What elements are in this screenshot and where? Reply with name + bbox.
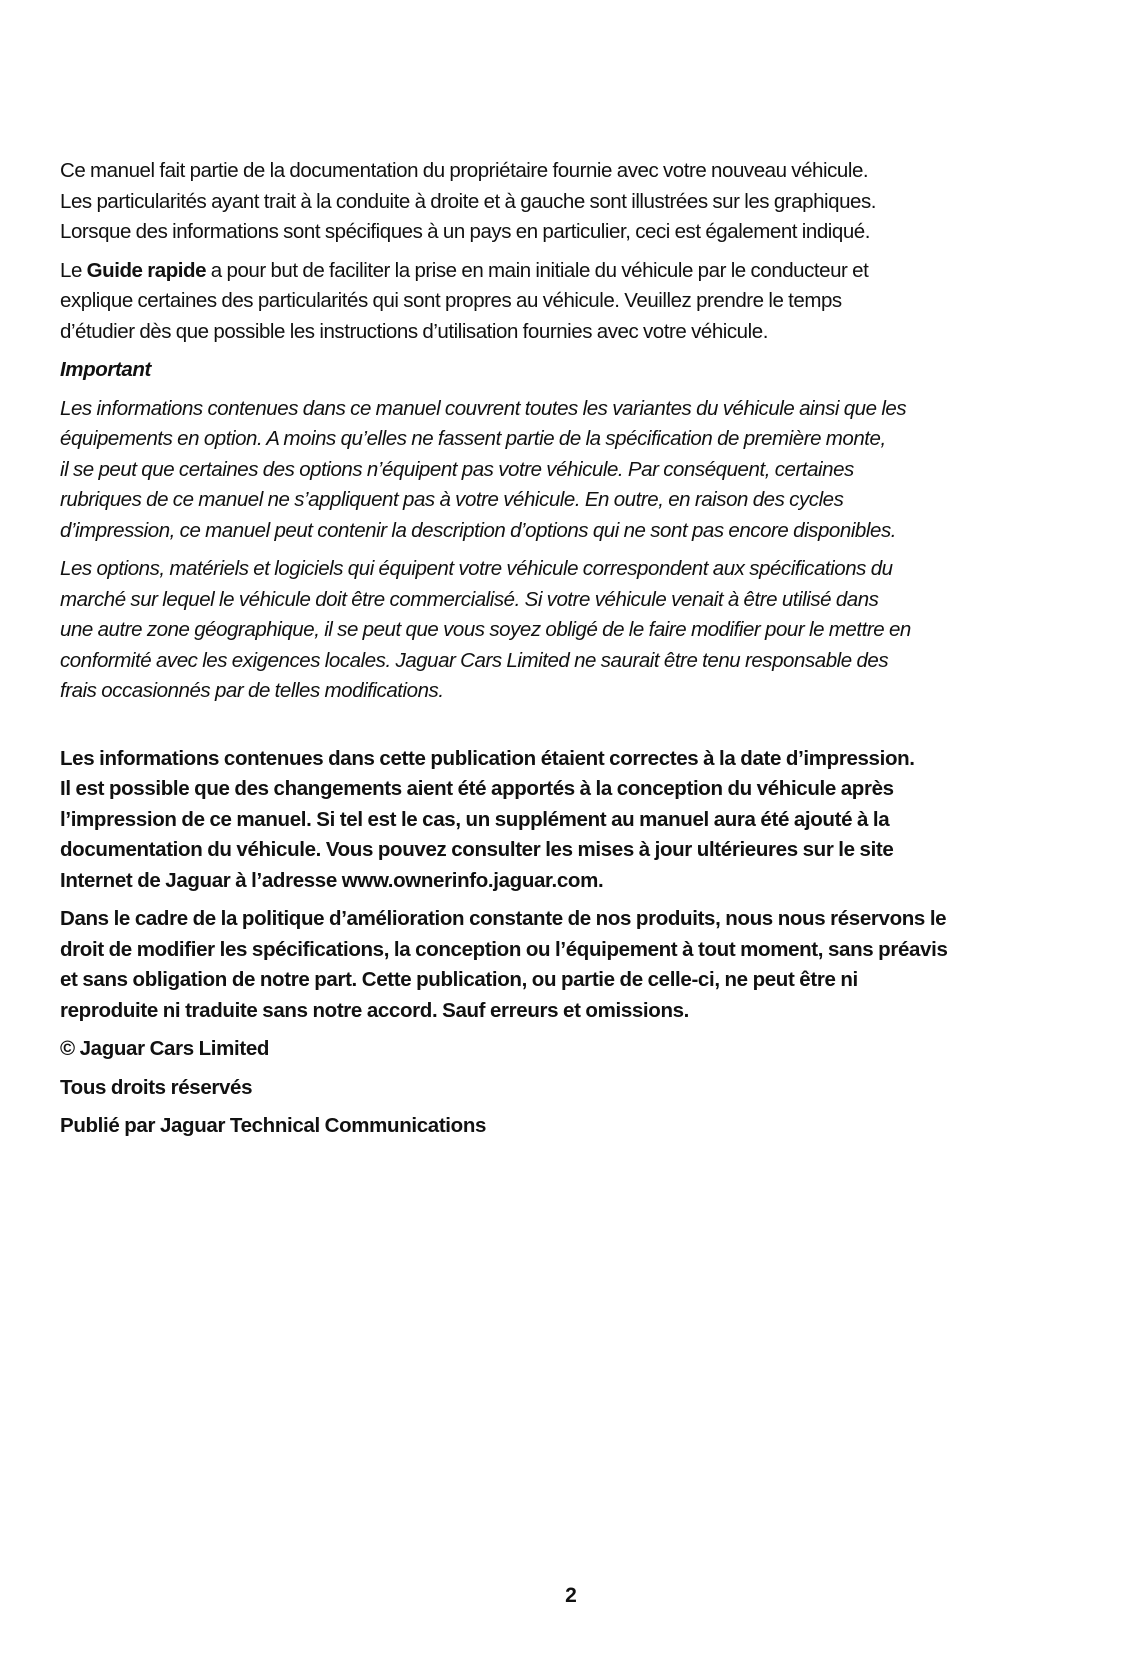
text-line: Ce manuel fait partie de la documentation du propriétaire fournie avec votre nouveau véhicule. — [60, 159, 869, 182]
legal-paragraph-2 — [60, 904, 1060, 1026]
important-paragraph-1 — [60, 394, 1060, 547]
legal-notice — [60, 744, 1060, 1142]
guide-line1-rest: a pour but de faciliter la prise en main initiale du véhicule par le conducteur et — [206, 258, 869, 282]
text-line: Les informations contenues dans ce manuel couvrent toutes les variantes du véhicule ainsi que les — [60, 396, 907, 420]
guide-prefix: Le — [60, 258, 87, 282]
page-number: 2 — [565, 1584, 577, 1607]
text-line: conformité avec les exigences locales. Jaguar Cars Limited ne saurait être tenu responsable des — [60, 648, 889, 672]
text-line: rubriques de ce manuel ne s’appliquent pas à votre véhicule. En outre, en raison des cycles — [60, 488, 844, 511]
copyright-line: © Jaguar Cars Limited — [60, 1037, 270, 1060]
text-line: marché sur lequel le véhicule doit être commercialisé. Si votre véhicule venait à être utilisé dans — [60, 587, 879, 611]
text-line: une autre zone géographique, il se peut que vous soyez obligé de le faire modifier pour le mettre en — [60, 618, 911, 641]
page-content — [60, 156, 1060, 1142]
text-line: Les particularités ayant trait à la conduite à droite et à gauche sont illustrées sur les graphiques. — [60, 189, 877, 213]
text-line: frais occasionnés par de telles modifications. — [60, 679, 444, 702]
publisher-line: Publié par Jaguar Technical Communications — [60, 1114, 487, 1137]
text-line: Internet de Jaguar à l’adresse www.ownerinfo.jaguar.com. — [60, 868, 604, 892]
rights-line: Tous droits réservés — [60, 1075, 253, 1099]
intro-paragraph — [60, 156, 1060, 248]
text-line: Il est possible que des changements aient été apportés à la conception du véhicule après — [60, 777, 894, 800]
text-line: reproduite ni traduite sans notre accord. Sauf erreurs et omissions. — [60, 998, 690, 1022]
text-line: Les options, matériels et logiciels qui équipent votre véhicule correspondent aux spécifications du — [60, 557, 893, 580]
text-line — [60, 256, 1060, 287]
text-line: droit de modifier les spécifications, la conception ou l’équipement à tout moment, sans préavis — [60, 937, 948, 961]
text-line: Lorsque des informations sont spécifiques à un pays en particulier, ceci est également indiqué. — [60, 220, 870, 243]
text-line: et sans obligation de notre part. Cette publication, ou partie de celle-ci, ne peut être ni — [60, 968, 858, 991]
important-heading: Important — [60, 358, 151, 381]
text-line: Les informations contenues dans cette publication étaient correctes à la date d’impression. — [60, 746, 915, 770]
text-line: explique certaines des particularités qui sont propres au véhicule. Veuillez prendre le temps — [60, 289, 842, 312]
text-line: il se peut que certaines des options n’équipent pas votre véhicule. Par conséquent, certaines — [60, 457, 854, 481]
text-line: d’étudier dès que possible les instructions d’utilisation fournies avec votre véhicule. — [60, 319, 768, 343]
important-paragraph-2 — [60, 554, 1060, 707]
text-line: documentation du véhicule. Vous pouvez consulter les mises à jour ultérieures sur le site — [60, 838, 894, 861]
guide-paragraph — [60, 256, 1060, 348]
legal-paragraph-1 — [60, 744, 1060, 897]
text-line: équipements en option. A moins qu’elles ne fassent partie de la spécification de première monte, — [60, 427, 886, 450]
guide-rapide-term: Guide rapide — [86, 258, 207, 282]
text-line: l’impression de ce manuel. Si tel est le cas, un supplément au manuel aura été ajouté à la — [60, 807, 890, 831]
text-line: d’impression, ce manuel peut contenir la description d’options qui ne sont pas encore disponibles. — [60, 518, 896, 542]
text-line: Dans le cadre de la politique d’amélioration constante de nos produits, nous nous réservons le — [60, 907, 947, 930]
